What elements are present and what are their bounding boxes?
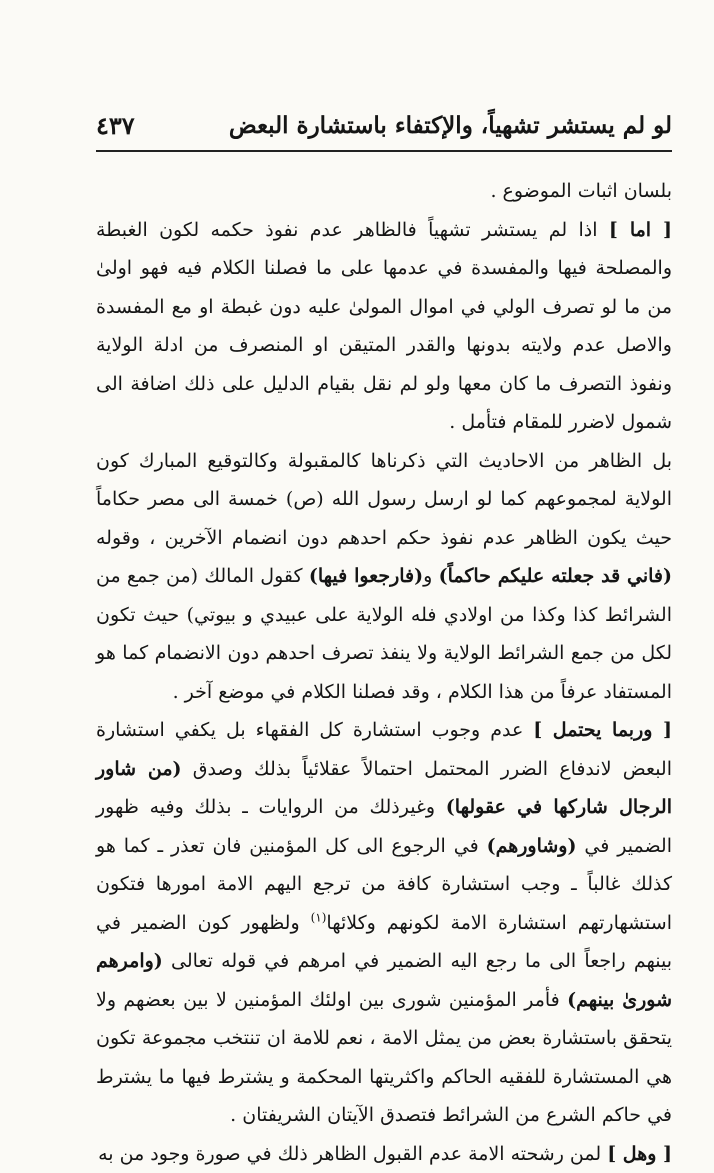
header-rule xyxy=(96,150,672,152)
p4-quote-1: (من شاور الرجال شاركها في عقولها) xyxy=(96,758,672,819)
footnote-ref-1: (١) xyxy=(311,910,327,924)
p4-quote-3: (وامرهم شورىٰ بينهم) xyxy=(96,950,672,1011)
p3-text-b: و xyxy=(423,565,438,587)
page-header xyxy=(96,104,672,146)
paragraph-2 xyxy=(96,211,672,442)
p4-text-a: عدم وجوب استشارة كل الفقهاء بل يكفي استشارة البعض لاندفاع الضرر المحتمل احتمالاً عقلائياً بذلك وصدق xyxy=(96,719,672,780)
p3-quote-1: (فاني قد جعلته عليكم حاكماً) xyxy=(439,565,672,587)
p2-text: اذا لم يستشر تشهياً فالظاهر عدم نفوذ حكمه لكون الغبطة والمصلحة فيها والمفسدة في عدمها على ما فصلنا الكلام فيه فهو اولىٰ من ما لو تصرف الولي في اموال المولىٰ عليه دون غبطة او مع المفسدة والاصل عدم ولايته بدونها والقدر المتيقن او المنصرف من ادلة الولاية ونفوذ التصرف ما كان معها ولو لم نقل بقيام الدليل على ذلك اضافة الى شمول لاضرر للمقام فتأمل . xyxy=(96,219,672,434)
p3-text-c: كقول المالك (من جمع من الشرائط كذا وكذا من اولادي فله الولاية على عبيدي و بيوتي) حيث تكون لكل من جمع الشرائط الولاية ولا ينفذ تصرف احدهم دون الانضمام كما هو المستفاد عرفاً من هذا الكلام ، وقد فصلنا الكلام في موضع آخر . xyxy=(96,565,672,703)
paragraph-5 xyxy=(96,1135,672,1173)
p4-text-e: فأمر المؤمنين شورى بين اولئك المؤمنين لا بين بعضهم ولا يتحقق باستشارة بعض من يمثل الامة ، نعم للامة ان تنتخب مجموعة تكون هي المستشارة للفقيه الحاكم واكثريتها المحكمة و يشترط فيها ما يشترط في حاكم الشرع من الشرائط فتصدق الآيتان الشريفتان . xyxy=(96,989,672,1127)
paragraph-1 xyxy=(96,172,672,211)
p4-quote-2: (وشاورهم) xyxy=(487,835,577,857)
paragraph-3 xyxy=(96,442,672,712)
p4-text-c: في الرجوع الى كل المؤمنين فان تعذر ـ كما هو كذلك غالباً ـ وجب استشارة كافة من ترجع اليهم الامة امورها فتكون استشهارتهم استشارة الامة لكونهم وكلائها xyxy=(96,835,672,934)
p4-lead: [ وربما يحتمل ] xyxy=(533,719,672,741)
running-title: لو لم يستشر تشهياً، والإكتفاء باستشارة البعض xyxy=(229,112,672,139)
page-number: ٤٣٧ xyxy=(96,111,135,140)
p5-text: لمن رشحته الامة عدم القبول الظاهر ذلك في صورة وجود من به xyxy=(98,1143,607,1165)
p4-text-b: وغيرذلك من الروايات ـ بذلك وفيه ظهور الضمير في xyxy=(96,796,672,857)
body-text xyxy=(96,172,672,1173)
p5-lead: [ وهل ] xyxy=(607,1143,672,1165)
p4-text-d: ولظهور كون الضمير في بينهم راجعاً الى ما رجع اليه الضمير في امرهم في قوله تعالى xyxy=(96,912,672,973)
p1-text: بلسان اثبات الموضوع . xyxy=(490,180,672,202)
p3-quote-2: (فارجعوا فيها) xyxy=(309,565,423,587)
paragraph-4 xyxy=(96,711,672,1135)
p2-lead: [ اما ] xyxy=(609,219,672,241)
p3-text-a: بل الظاهر من الاحاديث التي ذكرناها كالمقبولة وكالتوقيع المبارك كون الولاية لمجموعهم كما لو ارسل رسول الله (ص) خمسة الى مصر حكاماً حيث يكون الظاهر عدم نفوذ حكم احدهم دون انضمام الآخرين ، وقوله xyxy=(96,450,672,549)
